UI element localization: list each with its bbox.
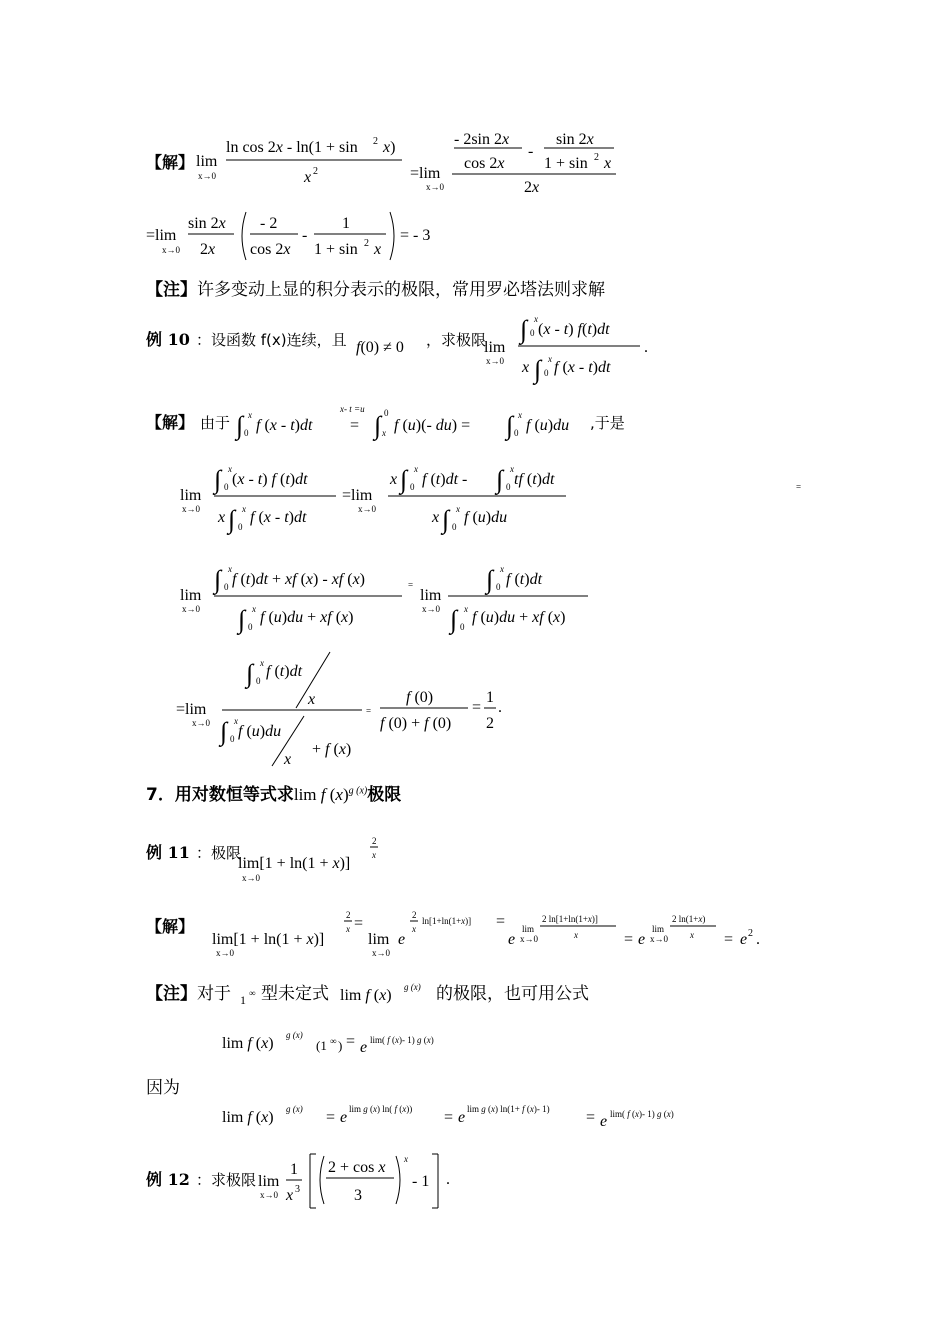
example-11-label: 例 11: [146, 843, 190, 862]
svg-text:f (t)dt: f (t)dt: [266, 663, 303, 680]
svg-text:x: x: [500, 564, 504, 574]
svg-text:f (t)dt -: f (t)dt -: [422, 471, 468, 488]
svg-text:0: 0: [384, 408, 389, 418]
svg-text:1: 1: [240, 993, 246, 1007]
svg-text:x: x: [308, 691, 316, 708]
svg-text:ln[1+ln(1+x)]: ln[1+ln(1+x)]: [422, 916, 472, 926]
svg-text:x: x: [414, 464, 418, 474]
section-7-title-prefix: 7．用对数恒等式求: [146, 785, 294, 805]
svg-text:x→0: x→0: [198, 171, 216, 181]
svg-text:x: x: [346, 924, 350, 934]
svg-text:0: 0: [224, 582, 229, 592]
svg-text:x: x: [218, 509, 226, 526]
svg-text:x: x: [248, 410, 252, 420]
svg-text:= - 3: = - 3: [400, 227, 431, 244]
svg-text:x: x: [252, 604, 256, 614]
svg-text:f (x - t)dt: f (x - t)dt: [250, 509, 307, 526]
formula-f0-nonzero: [356, 334, 426, 358]
svg-text:lim: lim: [180, 587, 202, 604]
svg-text:x: x: [534, 314, 538, 324]
svg-text:lim f (x): lim f (x): [222, 1035, 274, 1052]
svg-text:1 + sin: 1 + sin: [544, 155, 588, 172]
formula-example-12: [258, 1150, 468, 1216]
svg-text:f (t)dt: f (t)dt: [506, 571, 543, 588]
formula-substitution: [236, 402, 606, 442]
formula-example-10: [484, 312, 654, 384]
svg-text:0: 0: [256, 676, 261, 686]
svg-text:x→0: x→0: [422, 604, 440, 614]
svg-text:cos 2x: cos 2x: [250, 241, 291, 258]
svg-text:x: x: [404, 1154, 408, 1164]
svg-text:0: 0: [460, 622, 465, 632]
svg-text:f (u)(- du) =: f (u)(- du) =: [394, 417, 471, 434]
svg-text:x→0: x→0: [372, 948, 390, 958]
svg-text:=: =: [624, 931, 634, 948]
solution-label: 【解】: [146, 153, 195, 172]
note-1: [146, 275, 605, 300]
svg-text:x→0: x→0: [242, 873, 260, 883]
svg-text:∫: ∫: [520, 315, 528, 344]
svg-text:0: 0: [452, 522, 457, 532]
svg-text:e: e: [600, 1113, 608, 1130]
svg-text:x): x): [383, 139, 396, 156]
svg-text:=: =: [496, 913, 506, 930]
note-1-text: 许多变动上显的积分表示的极限，常用罗必塔法则求解: [197, 280, 605, 300]
svg-text:∫: ∫: [236, 411, 244, 440]
svg-text:x: x: [390, 471, 398, 488]
svg-text:x: x: [228, 464, 232, 474]
svg-text:2: 2: [748, 928, 753, 939]
svg-text:∫: ∫: [246, 659, 254, 688]
svg-text:0: 0: [506, 482, 511, 492]
svg-text:0: 0: [230, 734, 235, 744]
svg-text:-: -: [302, 227, 308, 244]
svg-text:x: x: [548, 354, 552, 364]
formula-solution-1-cont: [146, 208, 446, 264]
svg-text:f (u)du: f (u)du: [238, 723, 282, 740]
svg-text:x→0: x→0: [182, 604, 200, 614]
svg-text:0: 0: [514, 428, 519, 438]
svg-text:(x - t) f (t)dt: (x - t) f (t)dt: [232, 471, 308, 488]
svg-text:lim: lim: [484, 339, 506, 356]
svg-text:lim f (x): lim f (x): [222, 1109, 274, 1126]
svg-text:cos 2x: cos 2x: [464, 155, 505, 172]
svg-text:e: e: [398, 931, 406, 948]
svg-text:1: 1: [486, 689, 494, 706]
svg-text:e: e: [458, 1109, 466, 1126]
svg-text:2: 2: [373, 136, 378, 147]
example-11-text: ：极限: [196, 844, 242, 862]
svg-text:f (u)du + xf (x): f (u)du + xf (x): [472, 609, 566, 626]
svg-text:x: x: [242, 504, 246, 514]
example-10-text-b: ，求极限: [426, 331, 487, 349]
svg-text:2x: 2x: [524, 179, 540, 196]
because-text: 因为: [146, 1078, 180, 1098]
svg-text:x: x: [574, 930, 578, 940]
svg-text:∞: ∞: [249, 988, 256, 998]
svg-text:e: e: [508, 931, 516, 948]
svg-text:x→0: x→0: [162, 245, 180, 255]
svg-text:0: 0: [530, 328, 535, 338]
svg-text:- 1: - 1: [412, 1173, 430, 1190]
svg-text:1: 1: [342, 215, 350, 232]
svg-text:∫: ∫: [238, 605, 246, 634]
svg-text:0: 0: [244, 428, 249, 438]
svg-text:=: =: [586, 1109, 596, 1126]
svg-text:x→0: x→0: [426, 182, 444, 192]
svg-text:sin 2x: sin 2x: [188, 215, 226, 232]
note-2-suffix: 的极限，也可用公式: [436, 984, 589, 1004]
svg-text:lim: lim: [420, 587, 442, 604]
svg-text:x: x: [382, 428, 386, 438]
svg-text:x→0: x→0: [182, 504, 200, 514]
svg-text:lim: lim: [522, 924, 535, 934]
svg-text:- 2sin 2x: - 2sin 2x: [454, 131, 510, 148]
svg-text:=lim: =lim: [342, 487, 373, 504]
svg-text:f (u)du: f (u)du: [464, 509, 508, 526]
svg-text:lim g (x) ln( f (x)): lim g (x) ln( f (x)): [349, 1104, 413, 1114]
svg-text:lim g (x) ln(1+ f (x)- 1): lim g (x) ln(1+ f (x)- 1): [467, 1104, 550, 1114]
svg-text:=: =: [346, 1033, 356, 1050]
svg-text:): ): [338, 1038, 343, 1053]
svg-text:g (x): g (x): [286, 1104, 303, 1114]
svg-text:0: 0: [544, 368, 549, 378]
svg-text:1: 1: [290, 1161, 298, 1178]
svg-text:=lim: =lim: [176, 701, 207, 718]
formula-general-1: [222, 1026, 482, 1060]
formula-solution-1: [196, 124, 626, 194]
example-10-text-a: ：设函数 f(x)连续，且: [196, 331, 347, 349]
svg-text:=: =: [408, 580, 414, 590]
svg-text:∫: ∫: [506, 411, 514, 440]
formula-solution-11: [212, 904, 782, 962]
svg-text:2 ln[1+ln(1+x)]: 2 ln[1+ln(1+x)]: [542, 914, 598, 924]
svg-text:=: =: [472, 699, 482, 716]
svg-text:x: x: [522, 359, 530, 376]
svg-text:tf (t)dt: tf (t)dt: [514, 471, 555, 488]
svg-text:∫: ∫: [214, 465, 222, 494]
svg-text:∫: ∫: [442, 505, 450, 534]
svg-text:=: =: [796, 482, 802, 492]
svg-text:-: -: [528, 143, 534, 160]
svg-text:=: =: [350, 417, 360, 434]
svg-text:2: 2: [486, 715, 494, 732]
svg-text:0: 0: [248, 622, 253, 632]
svg-text:x→0: x→0: [260, 1190, 278, 1200]
note-label: 【注】: [146, 280, 197, 300]
svg-text:∞: ∞: [330, 1036, 337, 1046]
svg-text:lim( f (x)- 1) g (x): lim( f (x)- 1) g (x): [610, 1109, 674, 1119]
note-label: 【注】: [146, 984, 197, 1004]
svg-text:x→0: x→0: [486, 356, 504, 366]
svg-text:lim[1 + ln(1 + x)]: lim[1 + ln(1 + x)]: [238, 855, 351, 872]
svg-text:∫: ∫: [220, 717, 228, 746]
svg-text:∫: ∫: [400, 465, 408, 494]
svg-text:x: x: [604, 155, 612, 172]
svg-text:lim: lim: [652, 924, 665, 934]
svg-text:e: e: [740, 931, 748, 948]
formula-lim-fx-gx-inline: [340, 978, 438, 1006]
svg-text:e: e: [360, 1039, 368, 1056]
svg-text:x: x: [374, 241, 382, 258]
formula-example-11: [238, 834, 388, 886]
section-7-title-suffix: 极限: [367, 785, 402, 805]
svg-text:∫: ∫: [534, 355, 542, 384]
svg-text:x→0: x→0: [650, 934, 668, 944]
note-2: [146, 979, 231, 1004]
svg-text:x: x: [234, 716, 238, 726]
svg-text:2 + cos x: 2 + cos x: [328, 1159, 386, 1176]
svg-text:2: 2: [594, 152, 599, 163]
svg-text:=: =: [724, 931, 734, 948]
svg-text:e: e: [340, 1109, 348, 1126]
formula-solution-10-step-2: [180, 562, 600, 640]
example-10-label: 例 10: [146, 330, 190, 349]
svg-text:x: x: [456, 504, 460, 514]
svg-text:f (0) + f (0): f (0) + f (0): [380, 715, 452, 732]
svg-text:lim: lim: [368, 931, 390, 948]
formula-solution-10-step-1: [180, 462, 820, 540]
example-12-label: 例 12: [146, 1170, 190, 1189]
svg-text:lim: lim: [258, 1173, 280, 1190]
solution-label: 【解】: [146, 917, 195, 936]
svg-text:x: x: [372, 850, 376, 860]
svg-text:.: .: [756, 931, 760, 948]
svg-text:x: x: [412, 924, 416, 934]
svg-text:x: x: [286, 1187, 294, 1204]
svg-text:x→0: x→0: [520, 934, 538, 944]
solution-10-text-a: 由于: [200, 414, 231, 432]
svg-text:x→0: x→0: [358, 504, 376, 514]
svg-text:.: .: [644, 339, 648, 356]
svg-text:∫: ∫: [374, 411, 382, 440]
svg-text:=: =: [366, 706, 372, 716]
svg-text:∫: ∫: [486, 565, 494, 594]
svg-text:2: 2: [412, 910, 417, 920]
svg-text:=lim: =lim: [146, 227, 177, 244]
section-7-heading: [146, 780, 401, 805]
svg-text:1 + sin: 1 + sin: [314, 241, 358, 258]
svg-text:0: 0: [224, 482, 229, 492]
svg-text:x- t =u: x- t =u: [340, 404, 365, 414]
svg-text:2: 2: [346, 910, 351, 920]
formula-1-infinity: [240, 984, 262, 1008]
svg-text:.: .: [498, 699, 502, 716]
svg-text:=: =: [354, 915, 364, 932]
formula-general-2: [222, 1100, 742, 1134]
svg-text:2: 2: [364, 238, 369, 249]
svg-text:3: 3: [354, 1187, 362, 1204]
svg-text:.: .: [446, 1171, 450, 1188]
solution-label: 【解】: [146, 413, 195, 432]
svg-text:lim: lim: [180, 487, 202, 504]
svg-text:sin 2x: sin 2x: [556, 131, 594, 148]
svg-text:2: 2: [372, 836, 377, 846]
svg-text:2 ln(1+x): 2 ln(1+x): [672, 914, 706, 924]
formula-solution-10-step-3: [176, 650, 516, 770]
svg-text:0: 0: [410, 482, 415, 492]
svg-text:=: =: [444, 1109, 454, 1126]
svg-text:x: x: [518, 410, 522, 420]
svg-text:lim( f (x)- 1) g (x): lim( f (x)- 1) g (x): [370, 1035, 434, 1045]
svg-text:=lim: =lim: [410, 165, 441, 182]
svg-text:x: x: [432, 509, 440, 526]
svg-text:∫: ∫: [228, 505, 236, 534]
svg-text:(x - t) f(t)dt: (x - t) f(t)dt: [538, 321, 610, 338]
svg-text:lim: lim: [196, 153, 218, 170]
svg-text:f (u)du + xf (x): f (u)du + xf (x): [260, 609, 354, 626]
svg-text:x: x: [510, 464, 514, 474]
svg-text:g (x): g (x): [404, 982, 421, 992]
svg-text:∫: ∫: [496, 465, 504, 494]
svg-text:(1: (1: [316, 1038, 327, 1053]
svg-text:- 2: - 2: [260, 215, 278, 232]
svg-text:x→0: x→0: [216, 948, 234, 958]
svg-text:lim[1 + ln(1 + x)]: lim[1 + ln(1 + x)]: [212, 931, 325, 948]
svg-text:f (t)dt + xf (x) - xf (x): f (t)dt + xf (x) - xf (x): [232, 571, 365, 588]
svg-text:x→0: x→0: [192, 718, 210, 728]
svg-text:x: x: [690, 930, 694, 940]
svg-text:0: 0: [238, 522, 243, 532]
svg-text:2x: 2x: [200, 241, 216, 258]
svg-text:2: 2: [313, 166, 318, 177]
svg-text:x: x: [228, 564, 232, 574]
svg-text:x: x: [304, 169, 312, 186]
svg-text:∫: ∫: [450, 605, 458, 634]
svg-text:f(0) ≠ 0: f(0) ≠ 0: [356, 339, 404, 356]
formula-lim-fx-gx: lim f $(x)^{g (x)}$: [293, 785, 368, 804]
svg-text:+ f (x): + f (x): [312, 741, 352, 758]
svg-text:f (x - t)dt: f (x - t)dt: [256, 417, 313, 434]
svg-text:=: =: [326, 1109, 336, 1126]
svg-text:x: x: [260, 658, 264, 668]
svg-text:x: x: [284, 751, 292, 768]
svg-text:e: e: [638, 931, 646, 948]
svg-text:f (u)du: f (u)du: [526, 417, 570, 434]
svg-text:0: 0: [496, 582, 501, 592]
svg-text:x: x: [464, 604, 468, 614]
svg-text:lim f (x): lim f (x): [340, 987, 392, 1004]
svg-text:g (x): g (x): [286, 1030, 303, 1040]
svg-text:ln cos 2x - ln(1 + sin: ln cos 2x - ln(1 + sin: [226, 139, 358, 156]
svg-text:f (x - t)dt: f (x - t)dt: [554, 359, 611, 376]
svg-text:∫: ∫: [214, 565, 222, 594]
svg-text:f (0): f (0): [406, 689, 434, 706]
example-12-text: ：求极限: [196, 1171, 257, 1189]
solution-10-text-b: ,于是: [590, 414, 625, 432]
note-2-mid: 型未定式: [261, 984, 329, 1004]
svg-text:3: 3: [295, 1184, 300, 1195]
note-2-prefix: 对于: [197, 984, 231, 1004]
